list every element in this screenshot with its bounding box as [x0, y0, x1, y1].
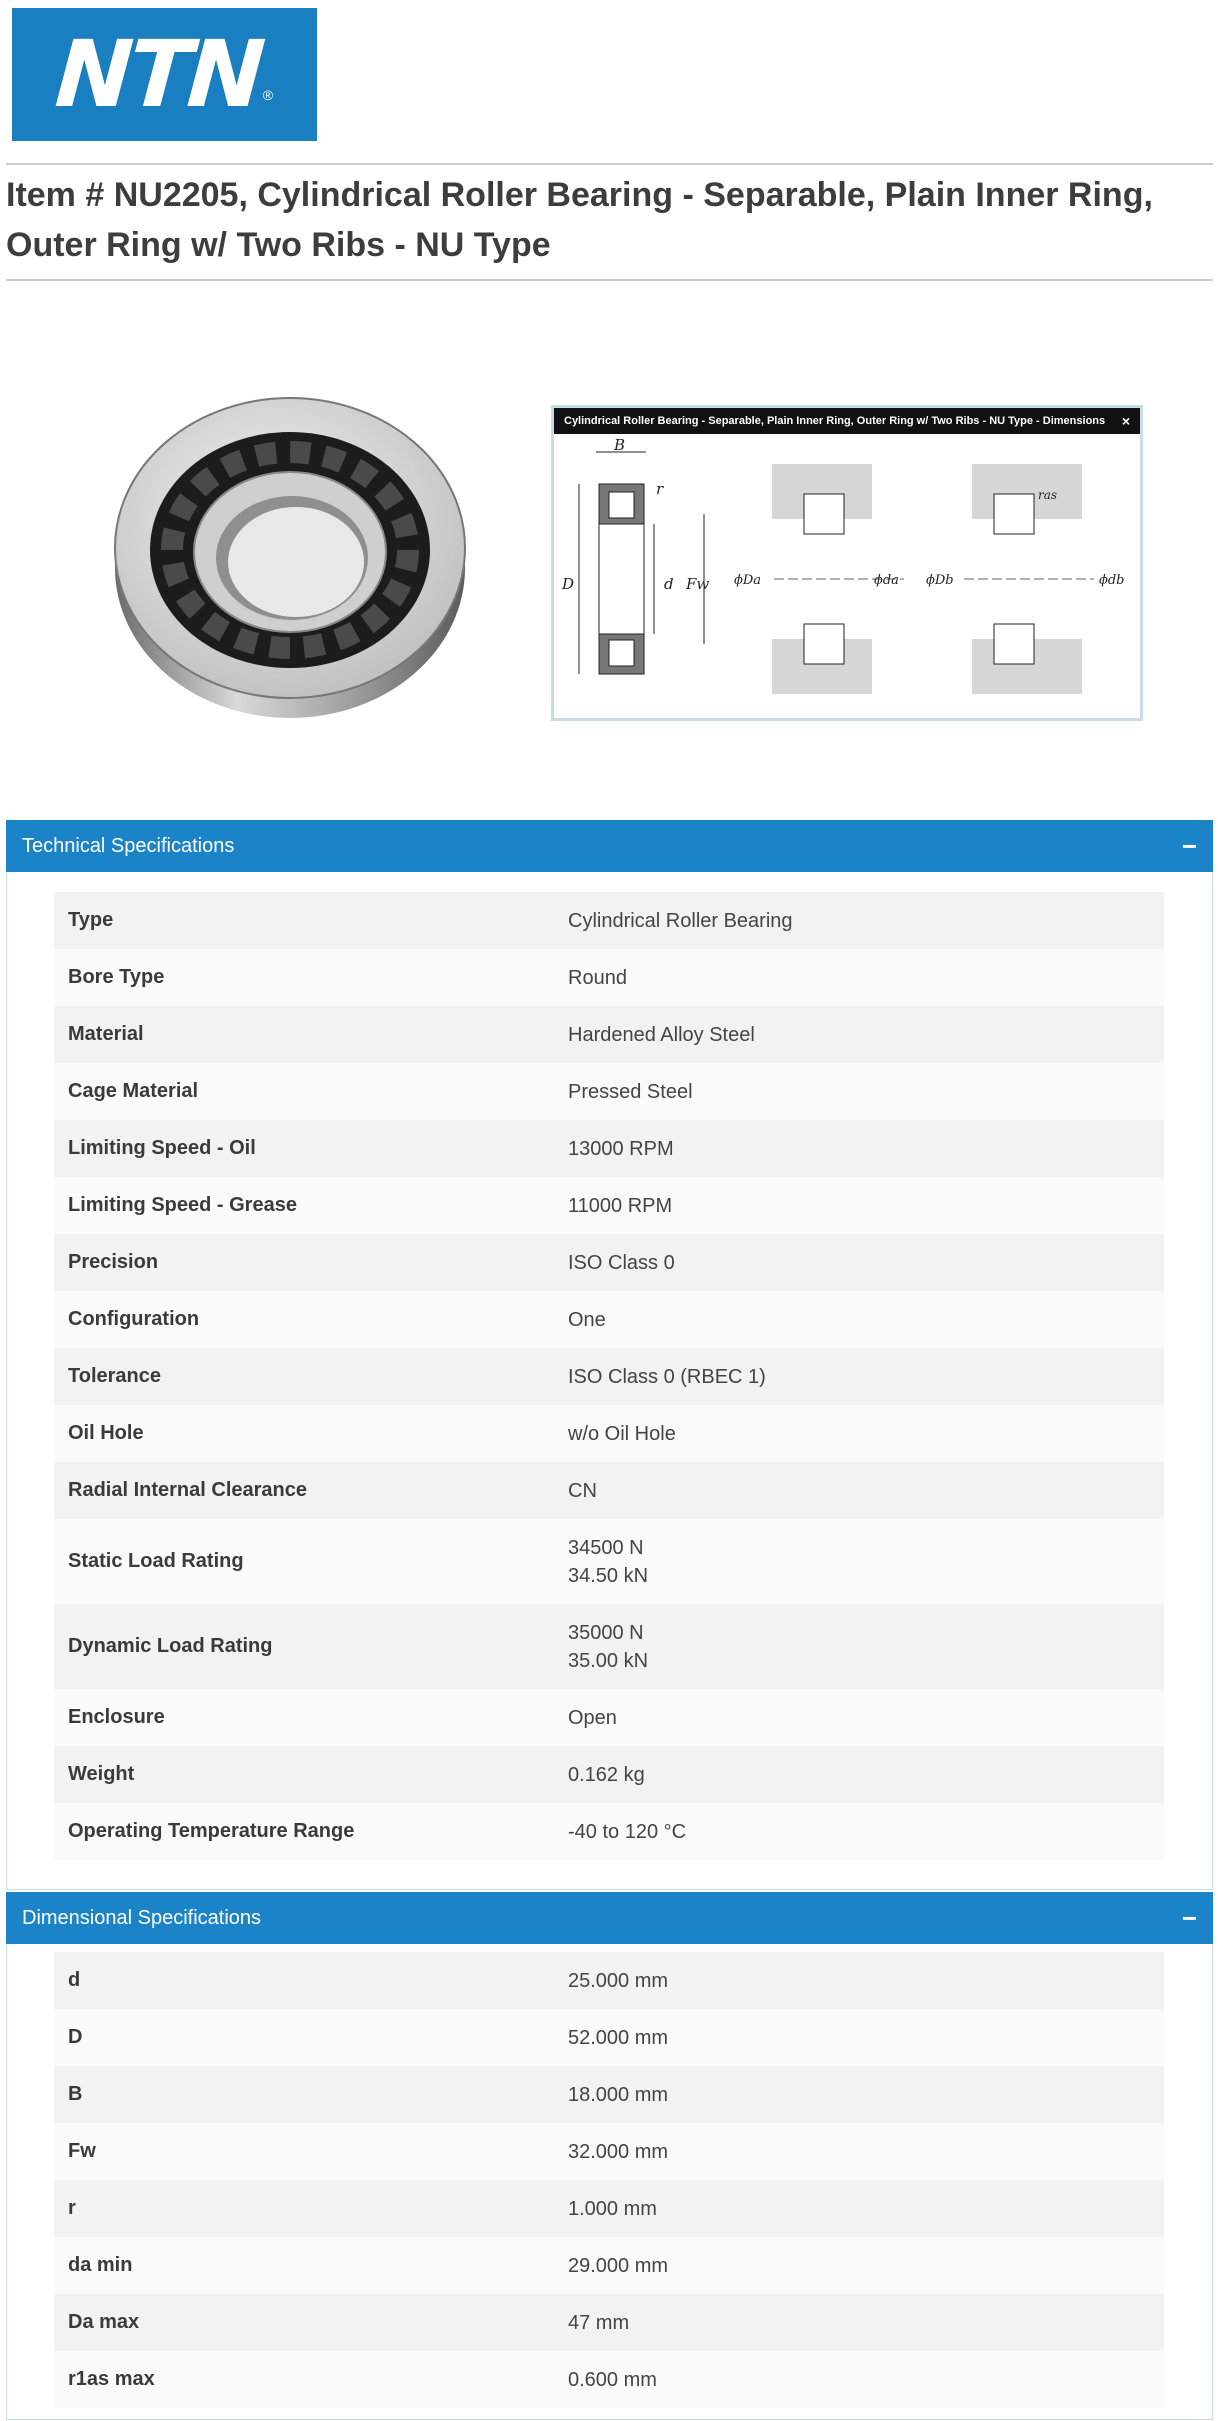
dim-value: 29.000 mm — [568, 2254, 669, 2277]
spec-value: Open — [568, 1706, 617, 1729]
spec-value: -40 to 120 °C — [568, 1820, 687, 1843]
label-ras: ras — [1038, 488, 1058, 502]
technical-specs-table — [54, 892, 1164, 1860]
dim-value: 47 mm — [568, 2311, 630, 2334]
spec-value: ISO Class 0 — [568, 1251, 675, 1274]
spec-value: ISO Class 0 (RBEC 1) — [568, 1365, 766, 1388]
spec-value: Pressed Steel — [568, 1080, 693, 1103]
collapse-icon[interactable]: − — [1181, 831, 1197, 861]
spec-value: Cylindrical Roller Bearing — [568, 909, 793, 932]
spec-value-line: 34.50 kN — [568, 1564, 649, 1587]
label-d: d — [664, 575, 674, 593]
registered-mark: ® — [262, 87, 274, 103]
table-row — [54, 2180, 1164, 2237]
dim-label: Da max — [68, 2311, 140, 2333]
spec-value: CN — [568, 1479, 597, 1502]
label-Da: ϕDa — [734, 573, 762, 588]
spec-label: Type — [68, 909, 114, 931]
spec-value: 13000 RPM — [568, 1137, 674, 1160]
table-row — [54, 2237, 1164, 2294]
spec-label: Configuration — [68, 1308, 200, 1330]
dim-value: 52.000 mm — [568, 2026, 669, 2049]
table-row — [54, 1006, 1164, 1063]
spec-value-line: 34500 N — [568, 1536, 644, 1559]
spec-label: Enclosure — [68, 1706, 165, 1728]
spec-value: 0.162 kg — [568, 1763, 645, 1786]
spec-label: Static Load Rating — [68, 1550, 244, 1572]
dimension-drawing — [554, 434, 1140, 718]
table-row — [54, 2123, 1164, 2180]
label-B: B — [614, 436, 626, 454]
spec-value-line: 35000 N — [568, 1621, 644, 1644]
table-row — [54, 892, 1164, 949]
spec-label: Precision — [68, 1251, 159, 1273]
dimensional-specs-header[interactable] — [6, 1892, 1213, 1944]
table-row — [54, 1291, 1164, 1348]
technical-specs-header[interactable] — [6, 820, 1213, 872]
table-row — [54, 1234, 1164, 1291]
dim-value: 1.000 mm — [568, 2197, 657, 2220]
dim-label: D — [68, 2026, 83, 2048]
dim-label: r1as max — [68, 2368, 155, 2390]
table-row — [54, 1604, 1164, 1689]
dim-label: r — [68, 2197, 76, 2219]
spec-label: Bore Type — [68, 966, 165, 988]
diagram-caption-bar — [554, 408, 1140, 434]
spec-label: Limiting Speed - Oil — [68, 1137, 256, 1159]
spec-label: Dynamic Load Rating — [68, 1635, 273, 1657]
label-r: r — [656, 480, 664, 498]
ntn-logo[interactable] — [12, 8, 317, 141]
logo-text: NTN — [52, 21, 265, 128]
label-Db: ϕDb — [926, 573, 954, 588]
spec-label: Tolerance — [68, 1365, 161, 1387]
dimension-diagram — [551, 405, 1143, 721]
dim-value: 18.000 mm — [568, 2083, 669, 2106]
table-row — [54, 1689, 1164, 1746]
spec-value — [568, 1534, 1164, 1590]
table-row — [54, 2009, 1164, 2066]
spec-label: Weight — [68, 1763, 135, 1785]
label-db: ϕdb — [1099, 573, 1125, 588]
dimensional-specs-title: Dimensional Specifications — [22, 1906, 262, 1929]
spec-value: 11000 RPM — [568, 1194, 673, 1217]
dim-label: B — [68, 2083, 83, 2105]
technical-specs-title: Technical Specifications — [22, 834, 235, 857]
table-row — [54, 1177, 1164, 1234]
label-da: ϕda — [874, 573, 899, 588]
spec-label: Operating Temperature Range — [68, 1820, 355, 1842]
table-row — [54, 2066, 1164, 2123]
title-bottom-rule — [6, 279, 1213, 281]
collapse-icon[interactable]: − — [1181, 1903, 1197, 1933]
table-row — [54, 1405, 1164, 1462]
dim-label: da min — [68, 2254, 133, 2276]
spec-value: Round — [568, 966, 627, 989]
table-row — [54, 1120, 1164, 1177]
dim-label: Fw — [68, 2140, 96, 2162]
spec-label: Cage Material — [68, 1080, 199, 1102]
bearing-product-image[interactable] — [100, 368, 480, 728]
table-row — [54, 949, 1164, 1006]
diagram-caption: Cylindrical Roller Bearing - Separable, Plain Inner Ring, Outer Ring w/ Two Ribs - NU Type - Dimensions — [564, 415, 1106, 427]
dim-label: d — [68, 1969, 81, 1991]
spec-value-line: 35.00 kN — [568, 1649, 649, 1672]
table-row — [54, 1519, 1164, 1604]
spec-value — [568, 1619, 1164, 1675]
table-row — [54, 2351, 1164, 2408]
table-row — [54, 1462, 1164, 1519]
label-Fw: Fw — [686, 575, 710, 593]
spec-label: Limiting Speed - Grease — [68, 1194, 297, 1216]
table-row — [54, 1952, 1164, 2009]
label-D: D — [562, 575, 575, 593]
spec-label: Radial Internal Clearance — [68, 1479, 307, 1501]
table-row — [54, 1803, 1164, 1860]
dim-value: 0.600 mm — [568, 2368, 657, 2391]
title-top-rule — [6, 163, 1213, 165]
spec-label: Oil Hole — [68, 1422, 144, 1444]
table-row — [54, 1063, 1164, 1120]
dim-value: 32.000 mm — [568, 2140, 669, 2163]
spec-value: Hardened Alloy Steel — [568, 1023, 755, 1046]
dimensional-specs-table — [54, 1952, 1164, 2408]
spec-value: One — [568, 1308, 606, 1331]
page-title: Item # NU2205, Cylindrical Roller Bearing - Separable, Plain Inner Ring, Outer Ring w/ Two Ribs - NU Type — [6, 176, 1153, 264]
table-row — [54, 1746, 1164, 1803]
spec-value: w/o Oil Hole — [568, 1422, 676, 1445]
spec-label: Material — [68, 1023, 144, 1045]
table-row — [54, 1348, 1164, 1405]
table-row — [54, 2294, 1164, 2351]
dim-value: 25.000 mm — [568, 1969, 669, 1992]
close-icon[interactable]: × — [1121, 413, 1130, 429]
